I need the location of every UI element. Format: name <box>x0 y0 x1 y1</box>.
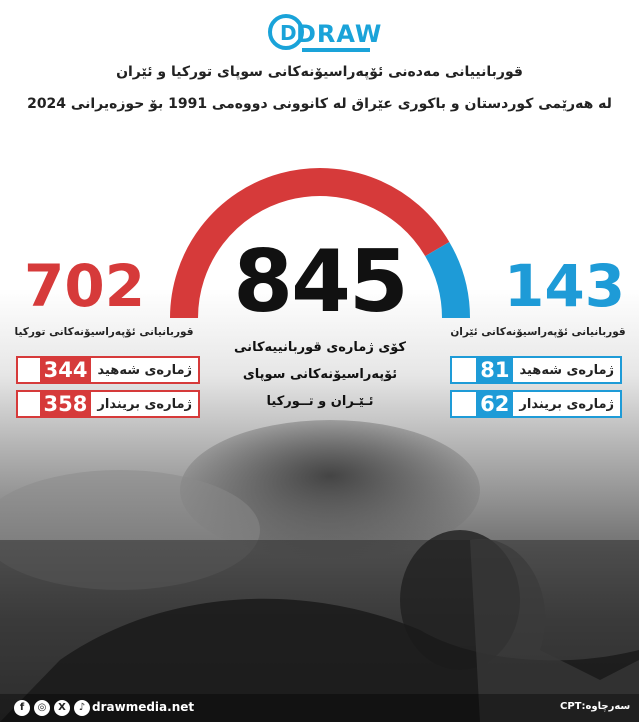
turkey-wounded-value: 358 <box>40 392 92 416</box>
iran-total: 143 <box>504 252 626 320</box>
turkey-label: قوربانیانی ئۆپەراسیۆنەکانی تورکیا <box>14 326 194 338</box>
total-caption-line-3: ئـێـران و تــورکیا <box>266 394 374 409</box>
iran-wounded-label: ژمارەی بریندار <box>519 396 614 412</box>
iran-killed-value: 81 <box>476 358 513 382</box>
facebook-icon[interactable]: f <box>14 700 30 716</box>
turkey-killed-value: 344 <box>40 358 92 382</box>
gauge-segment-iran <box>437 249 456 318</box>
turkey-wounded-label: ژمارەی بریندار <box>97 396 192 412</box>
iran-wounded-row <box>450 390 622 418</box>
source-credit: سەرچاوە:CPT <box>560 701 631 712</box>
instagram-icon[interactable]: ◎ <box>34 700 50 716</box>
title-line-1: قوربانییانی مەدەنی ئۆپەراسیۆنەکانی سوپای تورکیا و ئێران <box>116 64 523 80</box>
title-line-2: لە هەرێمی کوردستان و باکوری عێراق لە کانوونی دووەمی 1991 بۆ حوزەیرانی 2024 <box>27 96 612 112</box>
turkey-killed-label: ژمارەی شەهید <box>97 362 192 378</box>
turkey-killed-row <box>16 356 200 384</box>
turkey-wounded-row <box>16 390 200 418</box>
iran-label: قوربانیانی ئۆپەراسیۆنەکانی ئێران <box>450 326 626 338</box>
iran-killed-label: ژمارەی شەهید <box>519 362 614 378</box>
total-value: 845 <box>233 232 407 332</box>
x-icon[interactable]: X <box>54 700 70 716</box>
tiktok-icon[interactable]: ♪ <box>74 700 90 716</box>
total-caption-line-1: کۆی ژمارەی قوربانییەکانی <box>234 340 406 355</box>
logo-text: DRAW <box>296 20 383 48</box>
website-link[interactable]: drawmedia.net <box>92 700 195 714</box>
logo-ring-icon: D <box>268 14 304 50</box>
iran-killed-row <box>450 356 622 384</box>
turkey-total: 702 <box>24 252 146 320</box>
iran-wounded-value: 62 <box>476 392 513 416</box>
total-caption-line-2: ئۆپەراسیۆنەکانی سوپای <box>242 367 398 382</box>
